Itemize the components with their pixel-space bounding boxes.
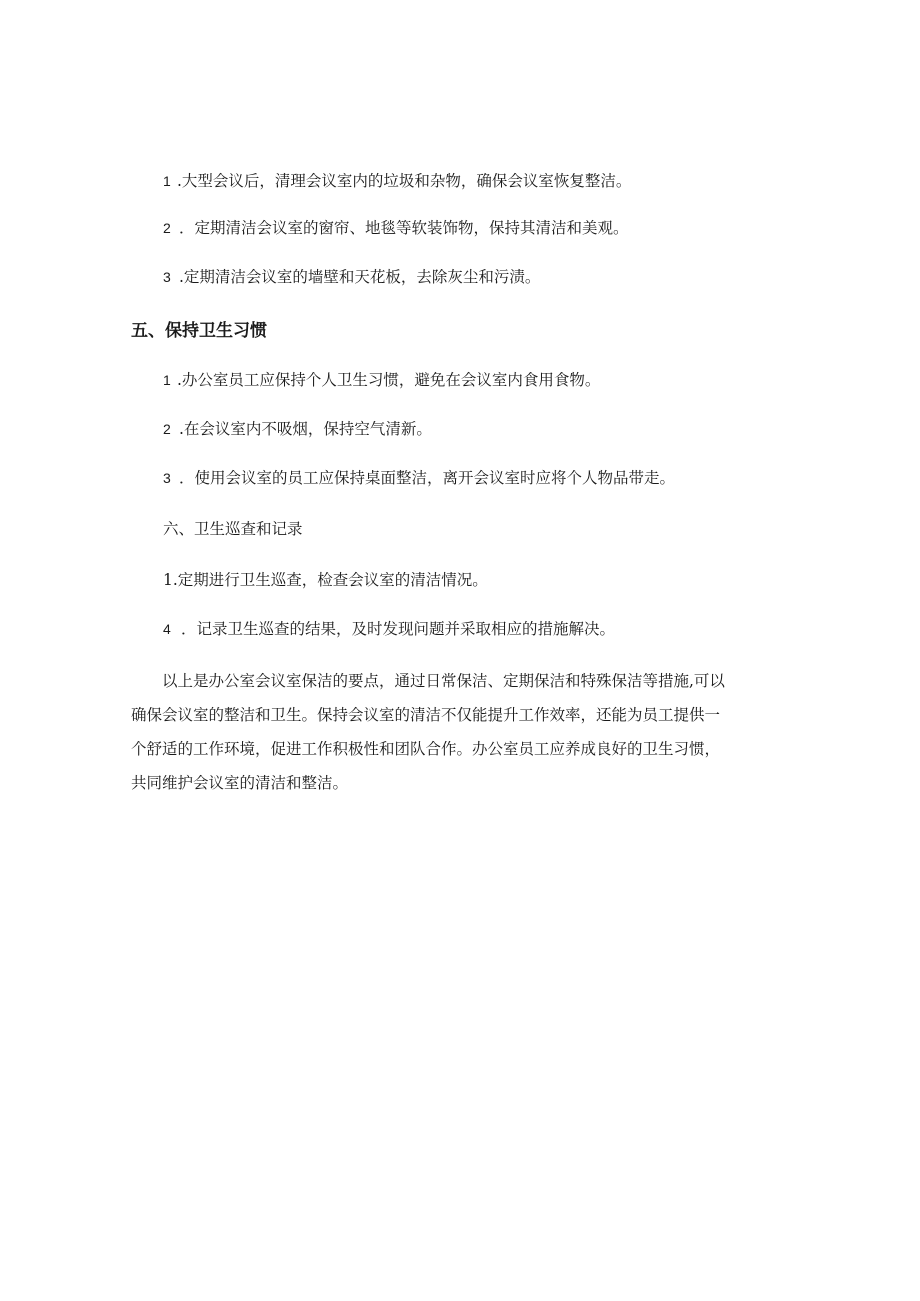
section-heading: 六、卫生巡查和记录 bbox=[163, 520, 303, 538]
list-item-number: 4 bbox=[163, 621, 171, 637]
list-item-text: .办公室员工应保持个人卫生习惯，避免在会议室内食用食物。 bbox=[177, 371, 601, 389]
list-item-number: 1 bbox=[163, 372, 171, 388]
list-item bbox=[163, 171, 631, 191]
paragraph-line: 以上是办公室会议室保洁的要点，通过日常保洁、定期保洁和特殊保洁等措施,可以 bbox=[162, 672, 725, 690]
list-item bbox=[163, 468, 675, 488]
list-item-number: 2 bbox=[163, 220, 171, 236]
paragraph-line: 个舒适的工作环境，促进工作积极性和团队合作。办公室员工应养成良好的卫生习惯， bbox=[131, 740, 721, 758]
list-item-number: 3 bbox=[163, 269, 171, 285]
list-item-text: ．定期清洁会议室的窗帘、地毯等软装饰物，保持其清洁和美观。 bbox=[179, 219, 629, 237]
list-item-text: .大型会议后，清理会议室内的垃圾和杂物，确保会议室恢复整洁。 bbox=[177, 172, 632, 190]
paragraph-line: 共同维护会议室的清洁和整洁。 bbox=[131, 774, 349, 792]
list-item-text: .定期清洁会议室的墙壁和天花板，去除灰尘和污渍。 bbox=[179, 268, 541, 286]
list-item-number: 3 bbox=[163, 470, 171, 486]
list-item bbox=[163, 570, 488, 590]
list-item bbox=[163, 370, 600, 390]
list-item bbox=[163, 419, 432, 439]
list-item-text: 1.定期进行卫生巡查，检查会议室的清洁情况。 bbox=[163, 571, 488, 589]
paragraph-line: 确保会议室的整洁和卫生。保持会议室的清洁不仅能提升工作效率，还能为员工提供一 bbox=[131, 706, 721, 724]
list-item-text: .在会议室内不吸烟，保持空气清新。 bbox=[179, 420, 432, 438]
list-item bbox=[163, 267, 540, 287]
conclusion-paragraph bbox=[131, 664, 791, 800]
list-item-number: 1 bbox=[163, 173, 171, 189]
list-item-text: ．记录卫生巡查的结果，及时发现问题并采取相应的措施解决。 bbox=[181, 620, 616, 638]
list-item bbox=[163, 218, 629, 238]
list-item-number: 2 bbox=[163, 421, 171, 437]
list-item-text: ．使用会议室的员工应保持桌面整洁，离开会议室时应将个人物品带走。 bbox=[179, 469, 676, 487]
list-item bbox=[163, 619, 615, 639]
section-heading: 五、保持卫生习惯 bbox=[131, 321, 267, 341]
